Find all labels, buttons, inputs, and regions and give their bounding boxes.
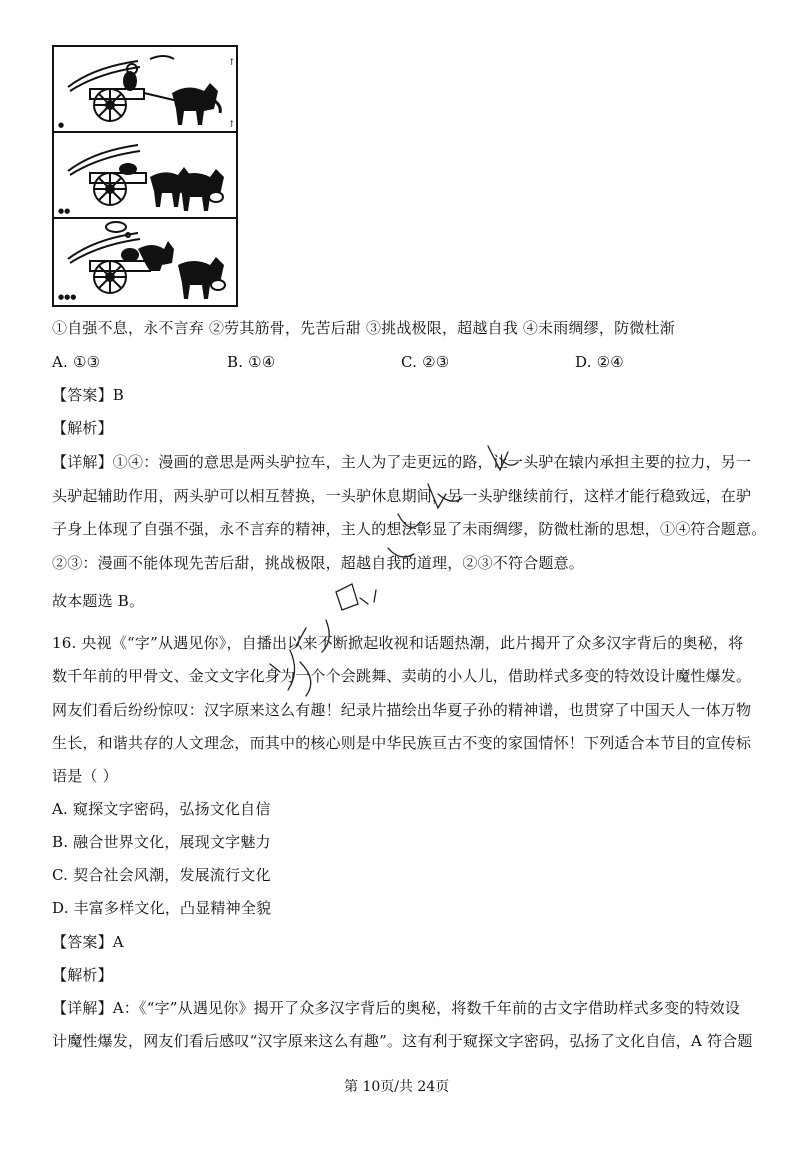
- q16-choice-d: D. 丰富多样文化，凸显精神全貌: [52, 899, 272, 917]
- q16-stem-line: 数千年前的甲骨文、金文文字化身为一个个会跳舞、卖萌的小人儿，借助样式多变的特效设计魔性爆发。: [52, 667, 752, 685]
- q15-detail-line: ②③：漫画不能体现先苦后甜，挑战极限，超越自我的道理，②③不符合题意。: [52, 554, 585, 572]
- q16-stem-line: 网友们看后纷纷惊叹：汉字原来这么有趣！纪录片描绘出华夏子孙的精神谱，也贯穿了中国天人一体万物: [52, 701, 752, 719]
- q16-analysis-label: 【解析】: [52, 966, 113, 984]
- q15-detail-line: 头驴起辅助作用，两头驴可以相互替换，一头驴休息期间，另一头驴继续前行，这样才能行稳致远，在驴: [52, 487, 752, 505]
- cart-illustration: [54, 133, 236, 217]
- q16-answer: 【答案】A: [52, 933, 124, 951]
- cartoon-panel-1: [54, 47, 236, 133]
- cartoon-panel-3: [54, 219, 236, 303]
- page-number: 第 10页/共 24页: [344, 1079, 450, 1095]
- q16-detail-line: 计魔性爆发，网友们看后感叹“汉字原来这么有趣”。这有利于窥探文字密码，弘扬了文化自信，A 符合题: [52, 1032, 753, 1050]
- cartoon-panel-2: [54, 133, 236, 219]
- q15-choice-b: B. ①④: [227, 353, 276, 371]
- q16-choice-c: C. 契合社会风潮，发展流行文化: [52, 866, 271, 884]
- q16-stem-line: 语是（ ）: [52, 767, 118, 785]
- cart-illustration: [54, 219, 236, 303]
- q16-choice-b: B. 融合世界文化，展现文字魅力: [52, 833, 271, 851]
- cart-illustration: [54, 47, 236, 131]
- q16-stem-line: 16. 央视《“字”从遇见你》，自播出以来不断掀起收视和话题热潮，此片揭开了众多汉字背后的奥秘，将: [52, 634, 744, 652]
- panel-2-marker: ●●: [58, 207, 71, 215]
- q16-choice-a: A. 窥探文字密码，弘扬文化自信: [52, 800, 271, 818]
- q16-stem-line: 生长，和谐共存的人文理念，而其中的核心则是中华民族亘古不变的家国情怀！下列适合本节目的宣传标: [52, 734, 752, 752]
- q15-analysis-label: 【解析】: [52, 419, 113, 437]
- q15-options-line: ①自强不息，永不言弃 ②劳其筋骨，先苦后甜 ③挑战极限，超越自我 ④未雨绸缪，防微杜渐: [52, 319, 675, 337]
- q15-choice-a: A. ①③: [52, 353, 101, 371]
- q15-conclusion: 故本题选 B。: [52, 592, 145, 610]
- q15-choice-d: D. ②④: [575, 353, 624, 371]
- svg-text:↑: ↑: [228, 120, 236, 130]
- q15-detail-line: 子身上体现了自强不强，永不言弃的精神，主人的想法彰显了未雨绸缪，防微杜渐的思想，①④符合题意。: [52, 520, 767, 538]
- svg-text:↑: ↑: [228, 58, 236, 68]
- panel-1-marker: ●: [58, 121, 65, 129]
- cartoon-figure: [52, 45, 238, 307]
- panel-3-marker: ●●●: [58, 293, 77, 301]
- q15-choice-c: C. ②③: [401, 353, 450, 371]
- q16-detail-line: 【详解】A：《“字”从遇见你》揭开了众多汉字背后的奥秘，将数千年前的古文字借助样式多变的特效设: [52, 999, 741, 1017]
- q15-detail-line: 【详解】①④：漫画的意思是两头驴拉车，主人为了走更远的路，让一头驴在辕内承担主要的拉力，另一: [52, 453, 752, 471]
- q15-answer: 【答案】B: [52, 386, 125, 404]
